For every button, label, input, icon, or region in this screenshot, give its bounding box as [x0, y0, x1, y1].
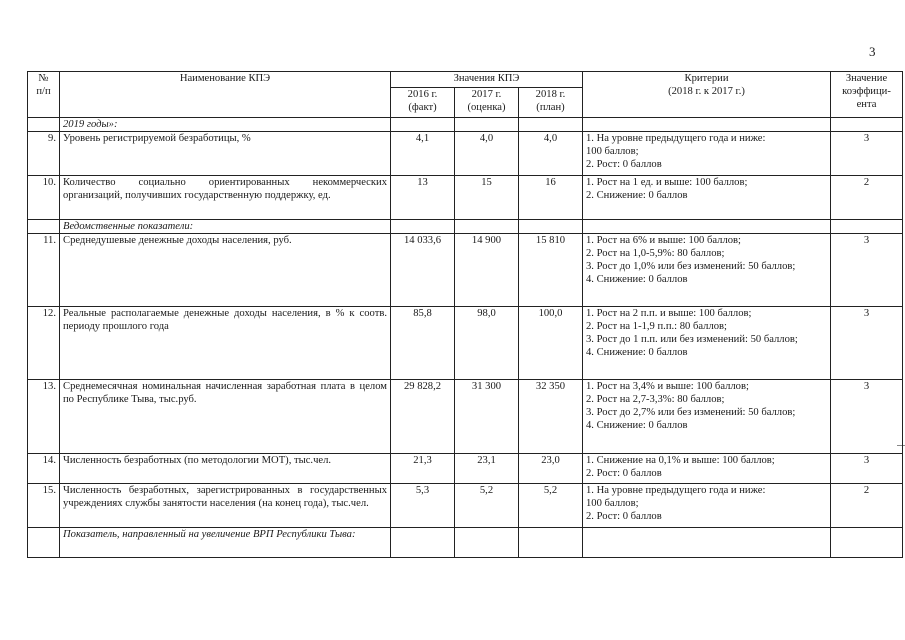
header-name: Наименование КПЭ	[60, 72, 391, 118]
header-coefficient: Значение коэффици- ента	[831, 72, 903, 118]
header-2016: 2016 г. (факт)	[391, 88, 455, 118]
row-name: Среднедушевые денежные доходы населения, руб.	[60, 234, 391, 307]
header-values-group: Значения КПЭ	[391, 72, 583, 88]
value-2016: 85,8	[391, 307, 455, 380]
header-2018: 2018 г. (план)	[519, 88, 583, 118]
row-name: Количество социально ориентированных некоммерческих организаций, получивших государственную поддержку, ед.	[60, 176, 391, 220]
row-name: Численность безработных (по методологии МОТ), тыс.чел.	[60, 454, 391, 484]
header-row-1	[28, 72, 903, 88]
empty-cell	[391, 528, 455, 558]
row-criteria: 1. Рост на 2 п.п. и выше: 100 баллов; 2. Рост на 1-1,9 п.п.: 80 баллов; 3. Рост до 1 п.п. или без изменений: 50 баллов; 4. Снижение: 0 баллов	[583, 307, 831, 380]
row-no: 11.	[28, 234, 60, 307]
row-coefficient: 2	[831, 484, 903, 528]
row-no: 15.	[28, 484, 60, 528]
value-2017: 98,0	[455, 307, 519, 380]
value-2016: 4,1	[391, 132, 455, 176]
value-2018: 15 810	[519, 234, 583, 307]
value-2018: 100,0	[519, 307, 583, 380]
row-no: 13.	[28, 380, 60, 454]
empty-cell	[455, 118, 519, 132]
section-label: Ведомственные показатели:	[60, 220, 391, 234]
value-2017: 14 900	[455, 234, 519, 307]
value-2017: 31 300	[455, 380, 519, 454]
empty-cell	[519, 118, 583, 132]
table-row	[28, 307, 903, 380]
row-coefficient: 3	[831, 307, 903, 380]
value-2018: 5,2	[519, 484, 583, 528]
table-row	[28, 176, 903, 220]
header-criteria: Критерии (2018 г. к 2017 г.)	[583, 72, 831, 118]
kpe-table	[27, 71, 903, 558]
section-label: Показатель, направленный на увеличение ВРП Республики Тыва:	[60, 528, 391, 558]
value-2018: 16	[519, 176, 583, 220]
value-2018: 4,0	[519, 132, 583, 176]
empty-cell	[831, 528, 903, 558]
value-2018: 32 350	[519, 380, 583, 454]
section-row	[28, 528, 903, 558]
value-2016: 14 033,6	[391, 234, 455, 307]
table-row	[28, 380, 903, 454]
row-criteria: 1. На уровне предыдущего года и ниже: 100 баллов; 2. Рост: 0 баллов	[583, 484, 831, 528]
row-criteria: 1. Снижение на 0,1% и выше: 100 баллов; 2. Рост: 0 баллов	[583, 454, 831, 484]
row-name: Среднемесячная номинальная начисленная заработная плата в целом по Республике Тыва, тыс.руб.	[60, 380, 391, 454]
row-coefficient: 3	[831, 234, 903, 307]
row-criteria: 1. Рост на 1 ед. и выше: 100 баллов; 2. Снижение: 0 баллов	[583, 176, 831, 220]
empty-cell	[583, 528, 831, 558]
row-name: Реальные располагаемые денежные доходы населения, в % к соотв. периоду прошлого года	[60, 307, 391, 380]
header-no: № п/п	[28, 72, 60, 118]
row-coefficient: 3	[831, 132, 903, 176]
table-row	[28, 234, 903, 307]
row-name: Численность безработных, зарегистрированных в государственных учреждениях службы занятости населения (на конец года), тыс.чел.	[60, 484, 391, 528]
value-2018: 23,0	[519, 454, 583, 484]
row-no: 14.	[28, 454, 60, 484]
empty-cell	[519, 220, 583, 234]
row-no: 12.	[28, 307, 60, 380]
value-2017: 4,0	[455, 132, 519, 176]
row-coefficient: 3	[831, 380, 903, 454]
empty-cell	[831, 220, 903, 234]
table-row	[28, 454, 903, 484]
value-2017: 5,2	[455, 484, 519, 528]
empty-cell	[831, 118, 903, 132]
row-coefficient: 3	[831, 454, 903, 484]
value-2017: 23,1	[455, 454, 519, 484]
section-no	[28, 528, 60, 558]
empty-cell	[583, 220, 831, 234]
empty-cell	[391, 118, 455, 132]
page-number: 3	[869, 44, 876, 59]
row-coefficient: 2	[831, 176, 903, 220]
empty-cell	[391, 220, 455, 234]
section-row	[28, 118, 903, 132]
value-2017: 15	[455, 176, 519, 220]
empty-cell	[455, 220, 519, 234]
empty-cell	[455, 528, 519, 558]
value-2016: 29 828,2	[391, 380, 455, 454]
row-no: 9.	[28, 132, 60, 176]
empty-cell	[519, 528, 583, 558]
section-row	[28, 220, 903, 234]
row-criteria: 1. Рост на 6% и выше: 100 баллов; 2. Рост на 1,0-5,9%: 80 баллов; 3. Рост до 1,0% или без изменений: 50 баллов; 4. Снижение: 0 баллов	[583, 234, 831, 307]
empty-cell	[583, 118, 831, 132]
section-label: 2019 годы»:	[60, 118, 391, 132]
section-no	[28, 118, 60, 132]
table-row	[28, 484, 903, 528]
header-2017: 2017 г. (оценка)	[455, 88, 519, 118]
table-row	[28, 132, 903, 176]
section-no	[28, 220, 60, 234]
row-criteria: 1. Рост на 3,4% и выше: 100 баллов; 2. Рост на 2,7-3,3%: 80 баллов; 3. Рост до 2,7% или без изменений: 50 баллов; 4. Снижение: 0 баллов	[583, 380, 831, 454]
value-2016: 5,3	[391, 484, 455, 528]
value-2016: 21,3	[391, 454, 455, 484]
row-no: 10.	[28, 176, 60, 220]
row-criteria: 1. На уровне предыдущего года и ниже: 100 баллов; 2. Рост: 0 баллов	[583, 132, 831, 176]
value-2016: 13	[391, 176, 455, 220]
row-name: Уровень регистрируемой безработицы, %	[60, 132, 391, 176]
